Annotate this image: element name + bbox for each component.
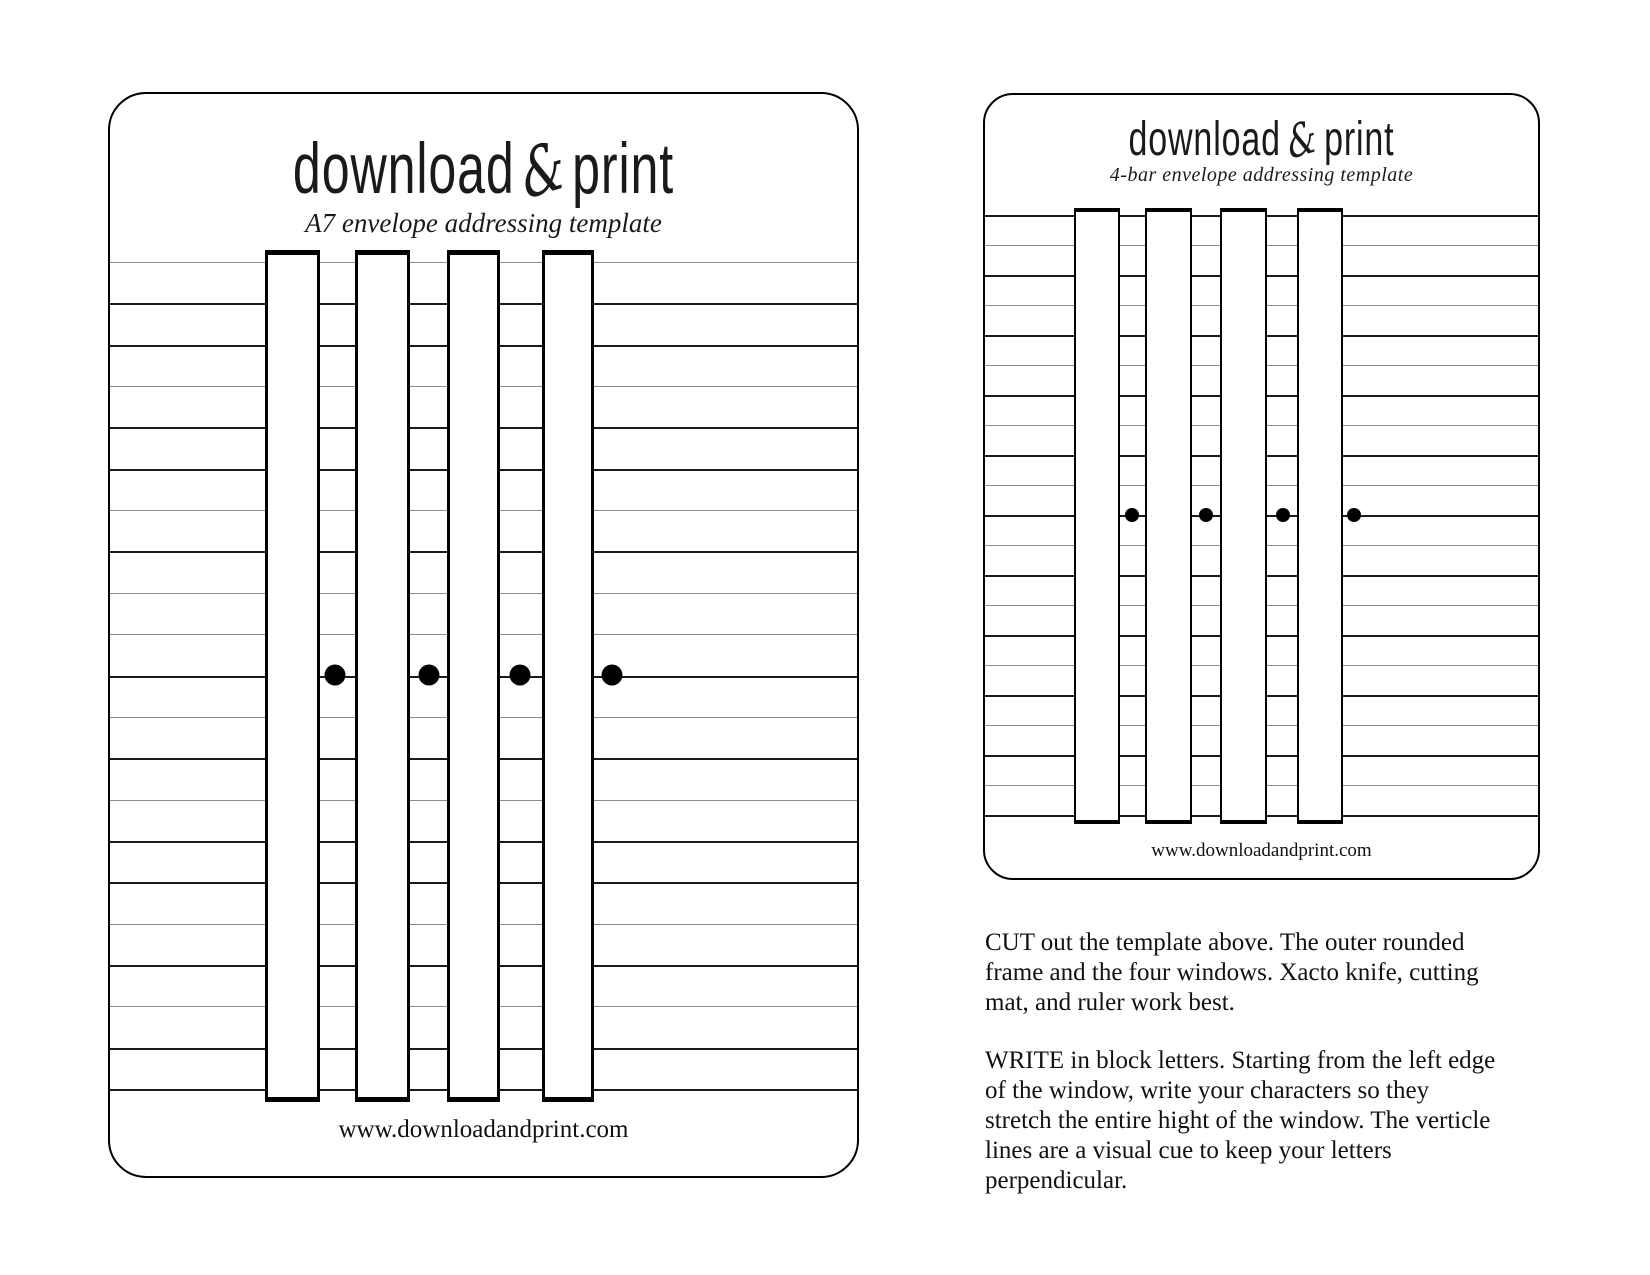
logo-word-print: print xyxy=(1324,113,1395,166)
instructions-block xyxy=(985,928,1545,1224)
alignment-dot xyxy=(510,665,531,686)
alignment-dot xyxy=(1347,508,1361,522)
instruction-line: frame and the four windows. Xacto knife, cutting xyxy=(985,959,1479,986)
instruction-line: stretch the entire hight of the window. The verticle xyxy=(985,1107,1491,1134)
brand-logo xyxy=(1026,109,1496,170)
alignment-dot xyxy=(602,665,623,686)
write-instructions-paragraph xyxy=(985,1046,1545,1196)
script-ampersand-icon: & xyxy=(516,124,571,215)
alignment-dots-layer xyxy=(110,94,857,1176)
instruction-line: of the window, write your characters so they xyxy=(985,1077,1430,1104)
instruction-line: WRITE in block letters. Starting from the left edge xyxy=(985,1047,1496,1074)
website-url: www.downloadandprint.com xyxy=(1151,840,1372,861)
alignment-dots-layer xyxy=(985,95,1538,878)
instruction-line: CUT out the template above. The outer rounded xyxy=(985,929,1465,956)
instruction-line: perpendicular. xyxy=(985,1167,1128,1194)
instruction-line: lines are a visual cue to keep your letters xyxy=(985,1137,1392,1164)
instruction-line: mat, and ruler work best. xyxy=(985,989,1235,1016)
brand-logo xyxy=(155,124,812,215)
a7-template-card xyxy=(108,92,859,1178)
card-header xyxy=(985,109,1538,187)
cut-instructions-paragraph xyxy=(985,928,1545,1018)
template-subtitle: A7 envelope addressing template xyxy=(305,208,662,238)
alignment-dot xyxy=(325,665,346,686)
website-url: www.downloadandprint.com xyxy=(338,1116,629,1143)
alignment-dot xyxy=(1125,508,1139,522)
logo-word-print: print xyxy=(572,129,675,210)
four-bar-template-card xyxy=(983,93,1540,880)
logo-word-download: download xyxy=(1128,113,1281,166)
alignment-dot xyxy=(419,665,440,686)
script-ampersand-icon: & xyxy=(1284,109,1321,170)
card-header xyxy=(110,124,857,239)
template-subtitle: 4-bar envelope addressing template xyxy=(1109,164,1414,186)
logo-word-download: download xyxy=(292,129,515,210)
alignment-dot xyxy=(1199,508,1213,522)
alignment-dot xyxy=(1276,508,1290,522)
